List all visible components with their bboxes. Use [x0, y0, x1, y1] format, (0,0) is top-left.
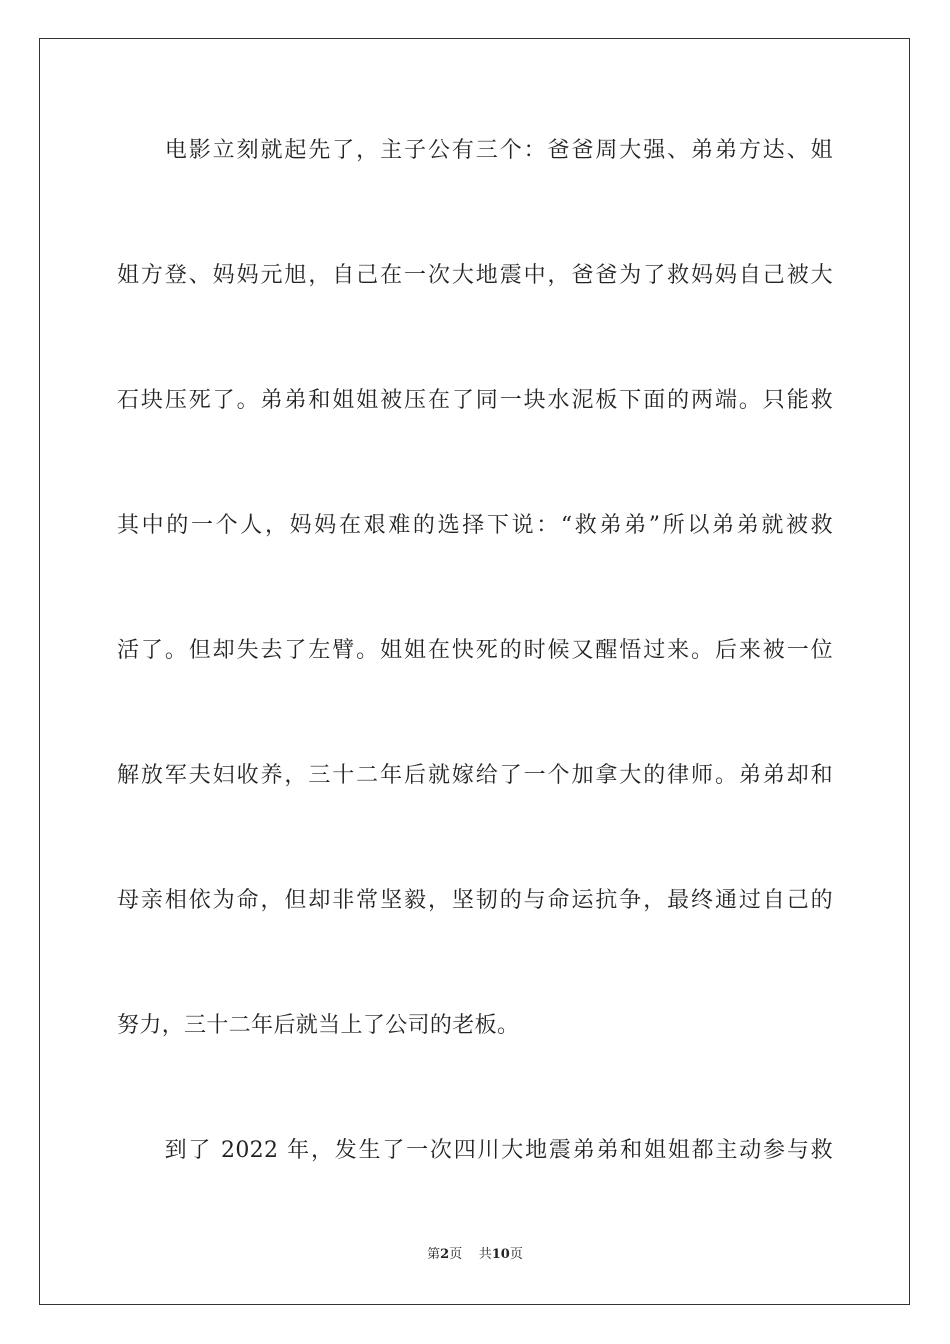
paragraph-line: 其中的一个人，妈妈在艰难的选择下说：“救弟弟”所以弟弟就被救: [117, 513, 833, 538]
page-prefix: 第: [427, 1247, 441, 1262]
paragraph-line: 解放军夫妇收养，三十二年后就嫁给了一个加拿大的律师。弟弟却和: [117, 763, 833, 788]
page-footer: [0, 1246, 950, 1264]
paragraph-line: 努力，三十二年后就当上了公司的老板。: [117, 1013, 520, 1038]
paragraph-line: 石块压死了。弟弟和姐姐被压在了同一块水泥板下面的两端。只能救: [117, 388, 833, 413]
total-prefix: 共: [478, 1247, 492, 1262]
total-pages: 10: [491, 1247, 510, 1262]
paragraph-line: 活了。但却失去了左臂。姐姐在快死的时候又醒悟过来。后来被一位: [117, 638, 833, 663]
paragraph-line: 电影立刻就起先了，主子公有三个：爸爸周大强、弟弟方达、姐: [117, 138, 833, 163]
total-unit: 页: [509, 1247, 523, 1262]
paragraph-line: 到了 2022 年，发生了一次四川大地震弟弟和姐姐都主动参与救: [117, 1138, 833, 1163]
page-border: [39, 38, 910, 1305]
page-unit: 页: [449, 1247, 463, 1262]
paragraph-line: 姐方登、妈妈元旭，自己在一次大地震中，爸爸为了救妈妈自己被大: [117, 263, 833, 288]
paragraph-line: 母亲相依为命，但却非常坚毅，坚韧的与命运抗争，最终通过自己的: [117, 888, 833, 913]
page-number: 2: [440, 1247, 450, 1262]
